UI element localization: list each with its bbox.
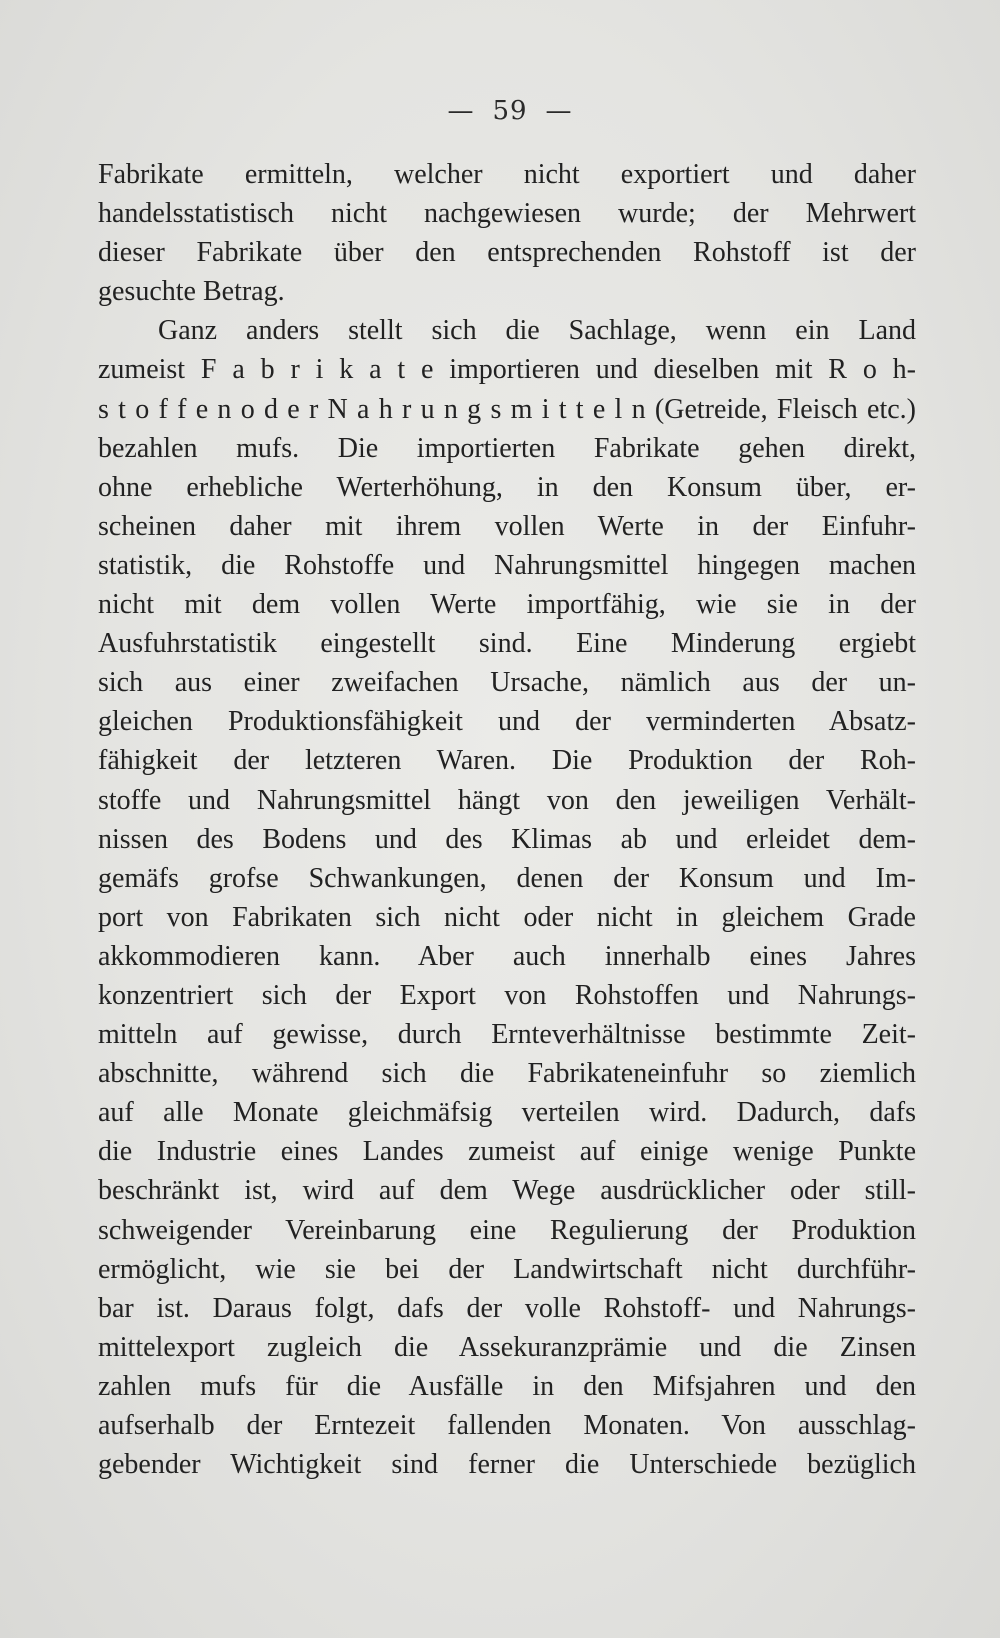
text-line: nissen des Bodens und des Klimas ab und erleidet dem-: [98, 823, 916, 855]
text-line: beschränkt ist, wird auf dem Wege ausdrücklicher oder still-: [98, 1175, 916, 1207]
body-text: [98, 155, 916, 1484]
text-line: mittelexport zugleich die Assekuranzprämie und die Zinsen: [98, 1331, 916, 1363]
text-line: Fabrikate ermitteln, welcher nicht exportiert und daher: [98, 159, 916, 190]
text-line: abschnitte, während sich die Fabrikateneinfuhr so ziemlich: [98, 1058, 916, 1090]
text-line: ermöglicht, wie sie bei der Landwirtschaft nicht durchführ-: [98, 1253, 916, 1285]
text-line: handelsstatistisch nicht nachgewiesen wurde; der Mehrwert: [98, 198, 916, 230]
page-number-dash-left: —: [447, 96, 475, 126]
page-number-value: 59: [492, 96, 528, 126]
text-line: port von Fabrikaten sich nicht oder nicht in gleichem Grade: [98, 901, 916, 933]
text-line: s t o f f e n o d e r N a h r u n g s m i t t e l n (Getreide, Fleisch etc.): [98, 393, 916, 425]
text-line: zahlen mufs für die Ausfälle in den Mifsjahren und den: [98, 1370, 916, 1402]
text-line: nicht mit dem vollen Werte importfähig, wie sie in der: [98, 589, 916, 621]
text-line: gebender Wichtigkeit sind ferner die Unterschiede bezüglich: [98, 1449, 916, 1481]
text-line: gesuchte Betrag.: [98, 276, 285, 308]
text-line: die Industrie eines Landes zumeist auf einige wenige Punkte: [98, 1136, 916, 1168]
text-line: Ganz anders stellt sich die Sachlage, wenn ein Land: [158, 315, 916, 347]
text-line: Ausfuhrstatistik eingestellt sind. Eine Minderung ergiebt: [98, 628, 916, 660]
text-line: gleichen Produktionsfähigkeit und der verminderten Absatz-: [98, 706, 916, 738]
text-line: bezahlen mufs. Die importierten Fabrikate gehen direkt,: [98, 432, 916, 464]
text-line: aufserhalb der Erntezeit fallenden Monaten. Von ausschlag-: [98, 1410, 916, 1441]
text-line: mitteln auf gewisse, durch Ernteverhältnisse bestimmte Zeit-: [98, 1019, 916, 1051]
text-line: sich aus einer zweifachen Ursache, nämlich aus der un-: [98, 667, 916, 699]
text-line: scheinen daher mit ihrem vollen Werte in der Einfuhr-: [98, 510, 916, 542]
text-line: statistik, die Rohstoffe und Nahrungsmittel hingegen machen: [98, 549, 916, 581]
text-line: fähigkeit der letzteren Waren. Die Produktion der Roh-: [98, 745, 916, 777]
text-line: konzentriert sich der Export von Rohstoffen und Nahrungs-: [98, 979, 916, 1011]
text-line: bar ist. Daraus folgt, dafs der volle Rohstoff- und Nahrungs-: [98, 1292, 916, 1324]
text-line: stoffe und Nahrungsmittel hängt von den jeweiligen Verhält-: [98, 784, 916, 816]
text-line: schweigender Vereinbarung eine Regulierung der Produktion: [98, 1214, 916, 1246]
text-line: dieser Fabrikate über den entsprechenden Rohstoff ist der: [98, 237, 916, 269]
text-line: auf alle Monate gleichmäfsig verteilen wird. Dadurch, dafs: [98, 1097, 916, 1129]
text-line: gemäfs grofse Schwankungen, denen der Konsum und Im-: [98, 862, 916, 894]
text-line: ohne erhebliche Werterhöhung, in den Konsum über, er-: [98, 471, 916, 503]
page-number-dash-right: —: [545, 96, 573, 126]
page-number: [0, 96, 1000, 126]
text-line: akkommodieren kann. Aber auch innerhalb eines Jahres: [98, 940, 916, 972]
text-line: zumeist F a b r i k a t e importieren und dieselben mit R o h-: [98, 354, 916, 386]
